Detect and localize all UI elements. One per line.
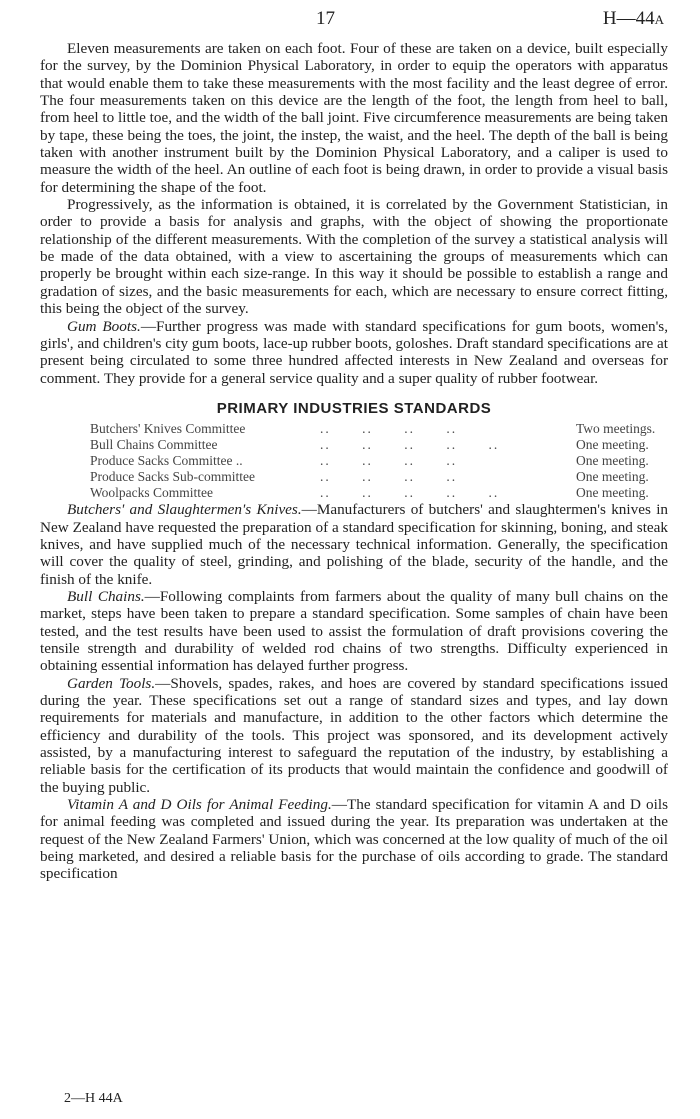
committee-name: Woolpacks Committee [90,485,214,501]
committee-row [90,437,655,453]
paragraph-lead: Gum Boots. [67,317,141,335]
bottom-paragraphs [40,501,668,883]
dot-leader: .. .. .. .. [320,421,458,437]
paragraph [40,196,668,317]
committee-name: Bull Chains Committee [90,437,218,453]
reference-suffix: A [654,12,664,27]
committee-row [90,469,655,485]
paragraph [40,501,668,588]
section-heading: PRIMARY INDUSTRIES STANDARDS [216,399,492,417]
committee-name: Produce Sacks Committee .. [90,453,243,469]
paragraph-text: Progressively, as the information is obtained, it is correlated by the Government Statistician, in order to provide a basis for analysis and graphs, with the object of showing the proportionate relationship of the different measurements. With the completion of the survey a statistical analysis will be made of the data obtained, with a view to ascertaining the groups of measurements which can properly be brought within each size-range. In this way it should be possible to establish a range and gradation of sizes, and the basic measurements for each, which are necessary to ensure correct fitting, this being the object of the survey. [40,196,668,318]
committee-row [90,485,655,501]
paragraph-text: —Shovels, spades, rakes, and hoes are covered by standard specifications issued during the year. These specifications set out a range of standard sizes and types, and lay down requirements for materials and manufacture, in addition to the other factors which determine the efficiency and durability of the tools. This project was sponsored, and its development actively assisted, by a manufacturing interest to safeguard the reputation of the industry, by establishing a reliable basis for the certification of its products that would maintain the confidence and goodwill of the buying public. [40,674,668,796]
paragraph [40,675,668,796]
paragraph-text: —Following complaints from farmers about the quality of many bull chains on the market, steps have been taken to prepare a standard specification. Some samples of chain have been tested, and the test results have been used to assist the formulation of draft provisions covering the tensile strength and durability of welded rod chains of two strengths. Difficulty experienced in obtaining essential information has delayed further progress. [40,587,668,675]
paragraph [40,318,668,387]
document-reference [603,8,664,30]
dot-leader: .. .. .. .. [320,469,458,485]
meeting-count: One meeting. [576,485,649,501]
paragraph [40,40,668,196]
committee-meetings-table [90,421,655,501]
paragraph-text: —Manufacturers of butchers' and slaughtermen's knives in New Zealand have requested the preparation of a standard specification for skinning, boning, and steak knives, and have supplied much of the necessary technical information. Generally, the specification will cover the quality of steel, grinding, and polishing of the blade, security of the handle, and the finish of the knife. [40,501,669,588]
meeting-count: One meeting. [576,469,649,485]
reference-code: H—44 [602,8,655,29]
meeting-count: Two meetings. [576,421,656,437]
paragraph-text: —The standard specification for vitamin A and D oils for animal feeding was completed and issued during the year. Its preparation was undertaken at the request of the New Zealand Farmers' Union, which was concerned at the low quality of much of the oil being marketed, and desired a reliable basis for the purchase of oils according to grade. The standard specification [40,796,668,883]
paragraph-text: Eleven measurements are taken on each foot. Four of these are taken on a device, built especially for the survey, by the Dominion Physical Laboratory, in order to equip the operators with apparatus that would enable them to take these measurements with the most facility and the least degree of error. The four measurements taken on this device are the length of the foot, the length from heel to ball, from heel to little toe, and the width of the ball joint. Five circumference measurements are being taken by tape, these being the toes, the joint, the instep, the waist, and the heel. The depth of the ball is being taken with another instrument built by the Dominion Physical Laboratory, and a caliper is used to measure the width of the heel. An outline of each foot is being drawn, in order to provide a visual basis for determining the shape of the foot. [40,40,668,196]
paragraph-lead: Vitamin A and D Oils for Animal Feeding. [67,796,332,814]
paragraph-lead: Butchers' and Slaughtermen's Knives. [67,501,302,519]
paragraph-lead: Garden Tools. [67,674,156,692]
paragraph [40,588,668,675]
dot-leader: .. .. .. .. .. [320,437,500,453]
committee-name: Butchers' Knives Committee [90,421,246,437]
page-number: 17 [316,8,335,29]
committee-row [90,453,655,469]
committee-row [90,421,655,437]
meeting-count: One meeting. [576,437,649,453]
page-header [0,4,700,34]
meeting-count: One meeting. [576,453,649,469]
paragraph-text: —Further progress was made with standard specifications for gum boots, women's, girls', and children's city gum boots, lace-up rubber boots, goloshes. Draft standard specifications are at present being circulated to some three hundred affected interests in New Zealand and overseas for comment. They provide for a general service quality and a super quality of rubber footwear. [40,317,669,387]
footer-signature: 2—H 44A [64,1091,123,1106]
top-paragraphs [40,40,668,387]
committee-name: Produce Sacks Sub-committee [90,469,255,485]
dot-leader: .. .. .. .. .. [320,485,500,501]
dot-leader: .. .. .. .. [320,453,458,469]
page-body [40,40,668,883]
paragraph [40,796,668,883]
paragraph-lead: Bull Chains. [67,587,145,605]
